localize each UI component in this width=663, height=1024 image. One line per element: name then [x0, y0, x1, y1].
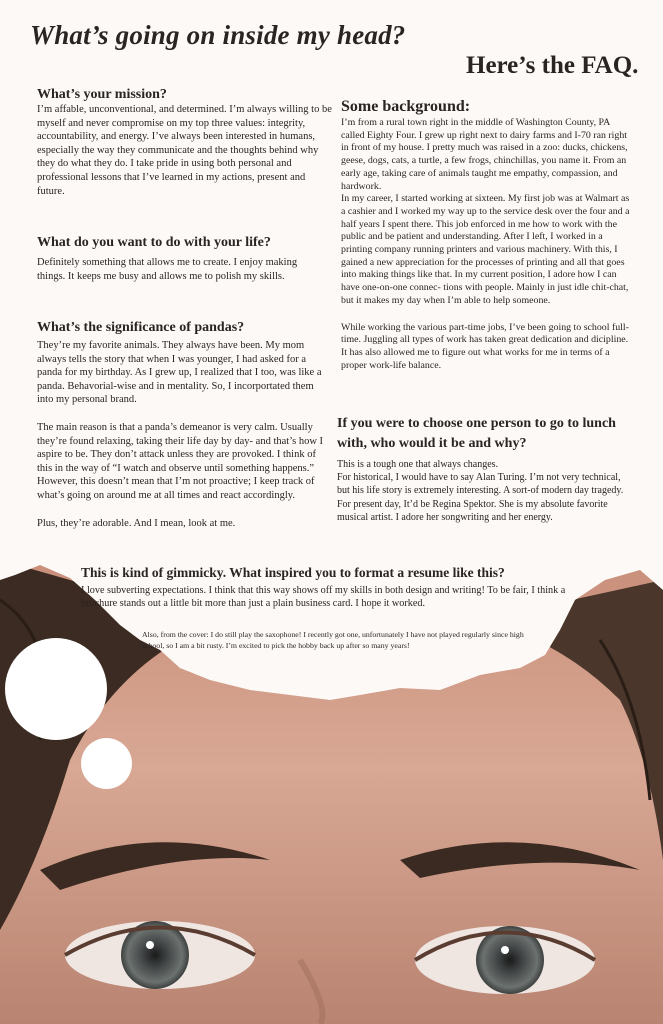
faq-pandas — [37, 319, 332, 530]
saxophone-note: Also, from the cover: I do still play the saxophone! I recently got one, unfortunately I have not played regularly since high school, so I am a bit rusty. I’m excited to pick the hobby back up after so many years! — [142, 630, 524, 650]
answer-text: While working the various part-time jobs, I’ve been going to school full-time. Juggling all types of work has taken great dedication and dicipline. It has also allowed me to figure out what works for me in terms of a proper work-life balance. — [341, 321, 629, 371]
answer-text: I’m from a rural town right in the middle of Washington County, PA called Eighty Four. I grew up right next to dairy farms and I-70 ran right in front of my house. I pretty much was raised in a zoo: ducks, chickens, geese, dogs, cats, a turtle, a few frogs, chinchillas, you name it. From an early age, taking care of animals taught me empathy, compassion, and hardwork. — [341, 117, 628, 192]
thought-bubble-small — [81, 738, 132, 789]
answer-text: Plus, they’re adorable. And I mean, look at me. — [37, 517, 236, 529]
faq-life — [37, 234, 327, 283]
question-heading: If you were to choose one person to go to lunch with, who would it be and why? — [337, 416, 616, 451]
answer-text: For historical, I would have to say Alan Turing. I’m not very technical, but his life story is extremely interesting. A sort-of modern day tragedy. — [337, 472, 624, 497]
answer-text: I’m affable, unconventional, and determined. I’m always willing to be myself and never compromise on my top three values: integrity, accountability, and energy. I’ve always been interested in humans, especially the way they communicate and the thoughts behind why they do what they do. I take pride in using both personal and professional lessons that I’ve learned in my actions, present and future. — [37, 104, 332, 197]
answer-text: Definitely something that allows me to create. I enjoy making things. It keeps me busy and allows me to polish my skills. — [37, 257, 298, 282]
faq-background — [341, 97, 634, 372]
question-heading: What’s your mission? — [37, 87, 167, 102]
faq-gimmick — [81, 564, 601, 610]
answer-text: This is a tough one that always changes. — [337, 459, 499, 470]
answer-text: I love subverting expectations. I think that this way shows off my skills in both design and writing! To be fair, I think a brochure stands out a little bit more than just a plain business card. I hope it worked. — [81, 585, 566, 610]
question-heading: What’s the significance of pandas? — [37, 320, 245, 335]
question-heading: Some background: — [341, 98, 471, 115]
thought-bubble-large — [5, 638, 107, 740]
answer-text: In my career, I started working at sixteen. My first job was at Walmart as a cashier and I worked my way up to the service desk over the four and a half years I spent there. This job enforced in me how to work with the public and be patient and understanding. After I left, I worked in a printing company running printers and various machinery. With this, I gained a new appreciation for the processes of printing and all that goes into making things like that. In my current position, I adore how I can have one-on-one connec- tions with people. Mainly in just idle chit-chat, but it makes my day when I’m able to help someone. — [341, 193, 630, 306]
faq-mission — [37, 87, 332, 198]
faq-heading: Here’s the FAQ. — [466, 52, 639, 79]
question-heading: This is kind of gimmicky. What inspired you to format a resume like this? — [81, 565, 505, 580]
faq-lunch — [337, 414, 629, 524]
page-title: What’s going on inside my head? — [30, 20, 406, 50]
answer-text: They’re my favorite animals. They always have been. My mom always tells the story that when I was younger, I had asked for a panda for my birthday. As I grew up, I realized that I too, was like a panda. Behavorial-wise and in mentality. So, I incorportated them into my personal brand. — [37, 340, 322, 406]
question-heading: What do you want to do with your life? — [37, 235, 271, 250]
answer-text: The main reason is that a panda’s demeanor is very calm. Usually they’re found relaxing, taking their life day by day- and that’s how I aspire to be. They don’t attack unless they are provoked. I think of this in the way of “I watch and observe until something happens.” However, this doesn’t mean that I’m not proactive; I keep track of what’s going on around me at all times and react accordingly. — [37, 421, 324, 501]
answer-text: For present day, It’d be Regina Spektor. She is my absolute favorite musical artist. I adore her songwriting and her energy. — [337, 498, 608, 523]
